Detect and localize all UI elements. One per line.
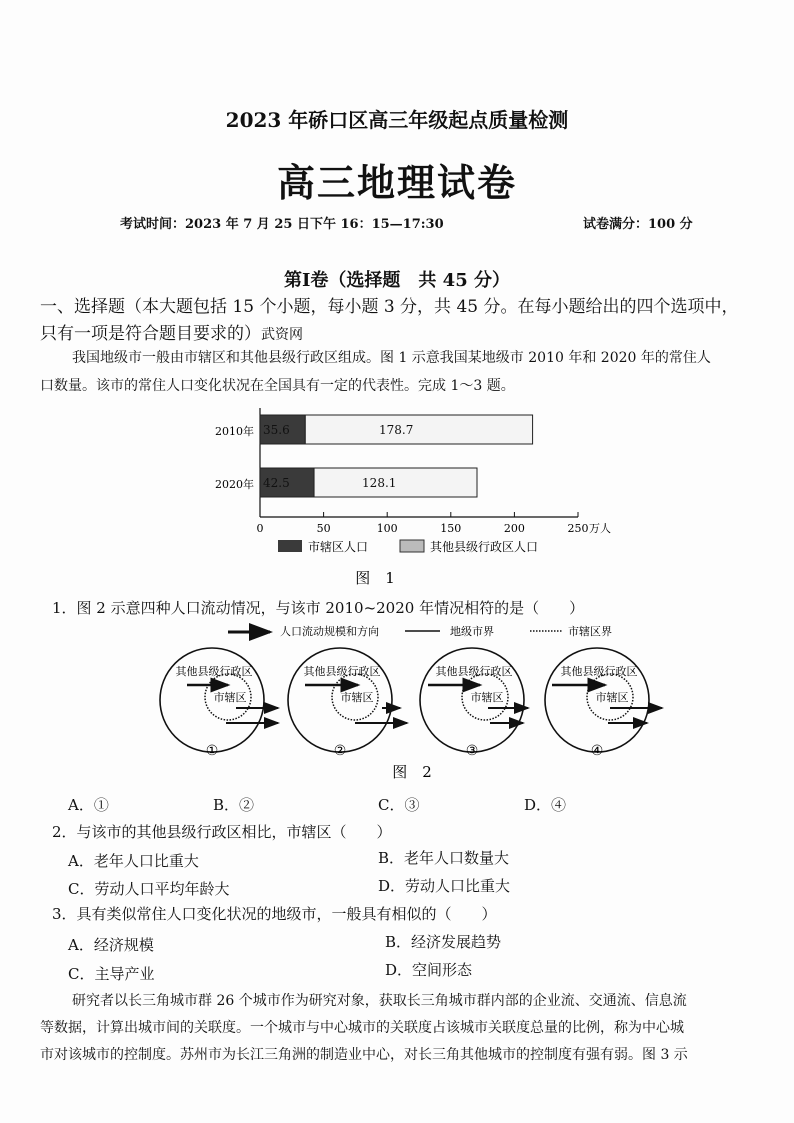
outer-region-label: 其他县级行政区 bbox=[560, 665, 638, 678]
figure2-diagram bbox=[150, 615, 680, 790]
bar-value-label: 128.1 bbox=[362, 476, 397, 490]
instructions-line2 bbox=[40, 319, 303, 344]
outer-region-label: 其他县级行政区 bbox=[175, 665, 253, 678]
passage2-line1: 研究者以长三角城市群 26 个城市作为研究对象，获取长三角城市群内部的企业流、交通流、信息流 bbox=[72, 993, 687, 1009]
q3-stem: 3．具有类似常住人口变化状况的地级市，一般具有相似的（ ） bbox=[52, 905, 497, 923]
instructions-text: 只有一项是符合题目要求的） bbox=[40, 324, 261, 344]
x-tick-label: 250 bbox=[567, 522, 589, 535]
panel-2 bbox=[288, 648, 407, 759]
q2-option-b[interactable]: B．老年人口数量大 bbox=[378, 849, 510, 867]
exam-subtitle: 2023 年硚口区高三年级起点质量检测 bbox=[225, 108, 569, 132]
legend-arrow-label: 人口流动规模和方向 bbox=[280, 625, 379, 638]
panel-number: ② bbox=[333, 743, 347, 759]
legend-label: 市辖区人口 bbox=[308, 540, 369, 554]
panel-number: ① bbox=[205, 743, 219, 759]
x-unit-label: 万人 bbox=[589, 522, 611, 535]
figure2-caption: 图 2 bbox=[392, 763, 432, 781]
legend-label: 其他县级行政区人口 bbox=[430, 540, 539, 554]
exam-title: 高三地理试卷 bbox=[276, 160, 517, 205]
q3-option-c[interactable]: C．主导产业 bbox=[68, 965, 155, 983]
passage2-line3: 市对该城市的控制度。苏州市为长江三角洲的制造业中心，对长三角其他城市的控制度有强有弱。图 3 示 bbox=[40, 1047, 688, 1063]
panel-3 bbox=[420, 648, 528, 759]
passage2-line2: 等数据，计算出城市间的关联度。一个城市与中心城市的关联度占该城市关联度总量的比例，称为中心城 bbox=[40, 1020, 684, 1036]
q2-stem: 2．与该市的其他县级行政区相比，市辖区（ ） bbox=[52, 823, 392, 841]
q2-option-a[interactable]: A．老年人口比重大 bbox=[68, 852, 199, 870]
q3-option-d[interactable]: D．空间形态 bbox=[385, 961, 473, 979]
bar-segment bbox=[305, 415, 532, 444]
x-tick-label: 50 bbox=[316, 522, 331, 535]
figure1-bar-chart bbox=[0, 400, 794, 595]
bar-value-label: 178.7 bbox=[379, 423, 414, 437]
passage1-line1: 我国地级市一般由市辖区和其他县级行政区组成。图 1 示意我国某地级市 2010 年和 2020 年的常住人 bbox=[72, 350, 711, 366]
inner-region-label: 市辖区 bbox=[213, 691, 247, 704]
x-tick-label: 200 bbox=[503, 522, 525, 535]
q1-option-b[interactable]: B．② bbox=[213, 796, 255, 814]
bar-value-label: 42.5 bbox=[263, 476, 290, 490]
q3-option-b[interactable]: B．经济发展趋势 bbox=[385, 933, 502, 951]
panel-1 bbox=[160, 648, 278, 759]
q2-option-d[interactable]: D．劳动人口比重大 bbox=[378, 877, 511, 895]
q1-option-c[interactable]: C．③ bbox=[378, 796, 420, 814]
legend-dotted-label: 市辖区界 bbox=[568, 625, 612, 638]
legend-swatch bbox=[278, 540, 302, 552]
figure2-legend bbox=[228, 624, 612, 638]
legend-swatch bbox=[400, 540, 424, 552]
inner-region-label: 市辖区 bbox=[595, 691, 629, 704]
section-title: 第Ⅰ卷（选择题 共 45 分） bbox=[283, 270, 510, 291]
q3-option-a[interactable]: A．经济规模 bbox=[68, 936, 154, 954]
x-tick-label: 100 bbox=[376, 522, 398, 535]
x-tick-label: 0 bbox=[256, 522, 264, 535]
passage1-line2: 口数量。该市的常住人口变化状况在全国具有一定的代表性。完成 1～3 题。 bbox=[40, 378, 515, 394]
full-score: 试卷满分：100 分 bbox=[583, 217, 693, 232]
q2-option-c[interactable]: C．劳动人口平均年龄大 bbox=[68, 880, 230, 898]
legend-solid-label: 地级市界 bbox=[450, 625, 494, 638]
bar-value-label: 35.6 bbox=[263, 423, 290, 437]
x-tick-label: 150 bbox=[440, 522, 462, 535]
q1-stem: 1．图 2 示意四种人口流动情况，与该市 2010~2020 年情况相符的是（ ） bbox=[52, 599, 585, 617]
outer-region-label: 其他县级行政区 bbox=[303, 665, 381, 678]
inner-region-label: 市辖区 bbox=[470, 691, 504, 704]
q1-option-a[interactable]: A．① bbox=[68, 796, 109, 814]
outer-region-label: 其他县级行政区 bbox=[435, 665, 513, 678]
prefecture-boundary bbox=[160, 648, 264, 752]
panel-number: ③ bbox=[465, 743, 479, 759]
exam-time: 考试时间：2023 年 7 月 25 日下午 16：15—17:30 bbox=[120, 217, 444, 232]
panel-4 bbox=[545, 648, 662, 759]
category-label: 2020年 bbox=[215, 478, 254, 491]
q1-option-d[interactable]: D．④ bbox=[524, 796, 567, 814]
watermark: 武资网 bbox=[261, 327, 303, 343]
instructions-line1: 一、选择题（本大题包括 15 个小题，每小题 3 分，共 45 分。在每小题给出的四个选项中， bbox=[40, 297, 739, 317]
inner-region-label: 市辖区 bbox=[340, 691, 374, 704]
category-label: 2010年 bbox=[215, 425, 254, 438]
figure1-caption: 图 1 bbox=[355, 569, 395, 587]
panel-number: ④ bbox=[590, 743, 604, 759]
